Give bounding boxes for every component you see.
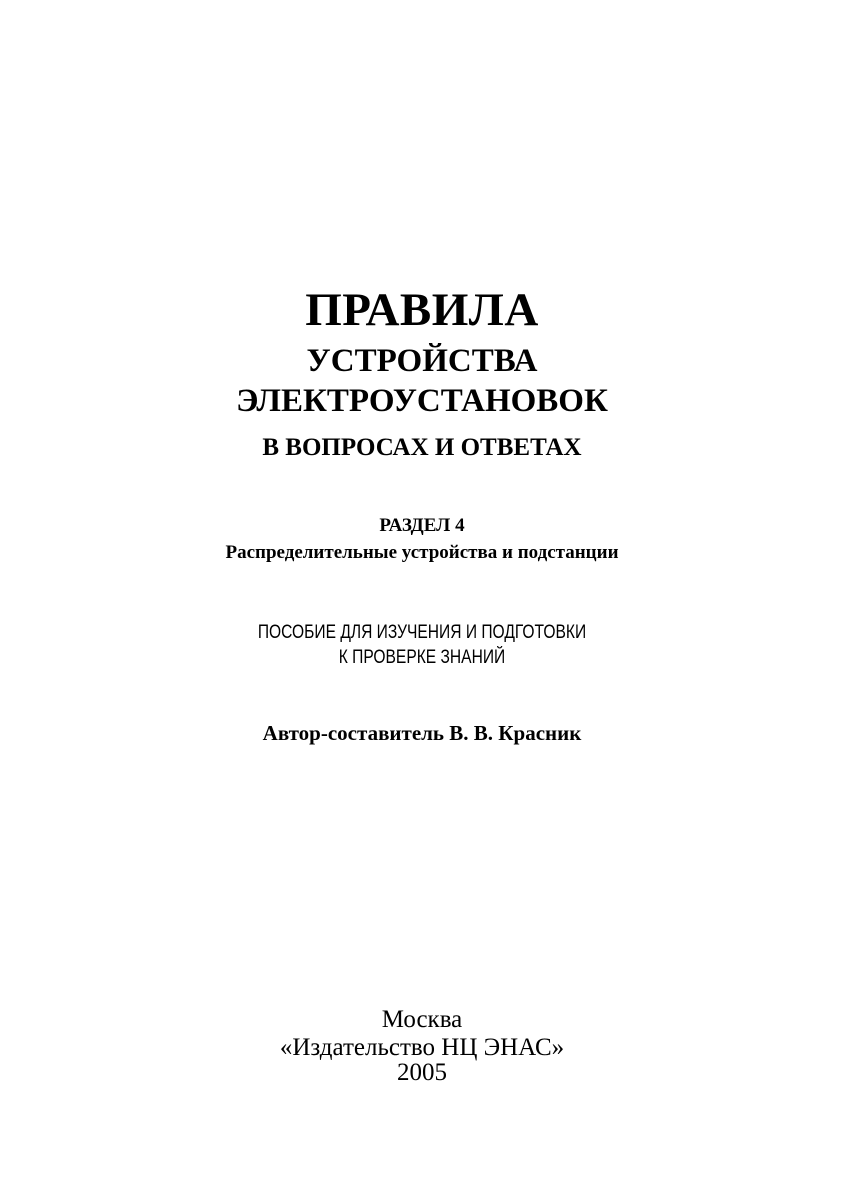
section-name: Распределительные устройства и подстанции [225, 542, 619, 563]
publisher-name: «Издательство НЦ ЭНАС» [279, 1034, 565, 1061]
book-subtitle-line-2: ЭЛЕКТРОУСТАНОВОК [236, 383, 608, 419]
manual-description-line-1: ПОСОБИЕ ДЛЯ ИЗУЧЕНИЯ И ПОДГОТОВКИ [257, 622, 587, 643]
manual-description-line-2: К ПРОВЕРКЕ ЗНАНИЙ [338, 647, 506, 668]
publisher-city: Москва [381, 1006, 463, 1033]
section-number: РАЗДЕЛ 4 [379, 515, 465, 536]
author-line: Автор-составитель В. В. Красник [262, 721, 582, 745]
book-subtitle-line-1: УСТРОЙСТВА [306, 343, 538, 379]
publication-year: 2005 [397, 1059, 447, 1086]
book-title: ПРАВИЛА [305, 284, 539, 336]
book-subtitle-line-3: В ВОПРОСАХ И ОТВЕТАХ [262, 434, 582, 461]
